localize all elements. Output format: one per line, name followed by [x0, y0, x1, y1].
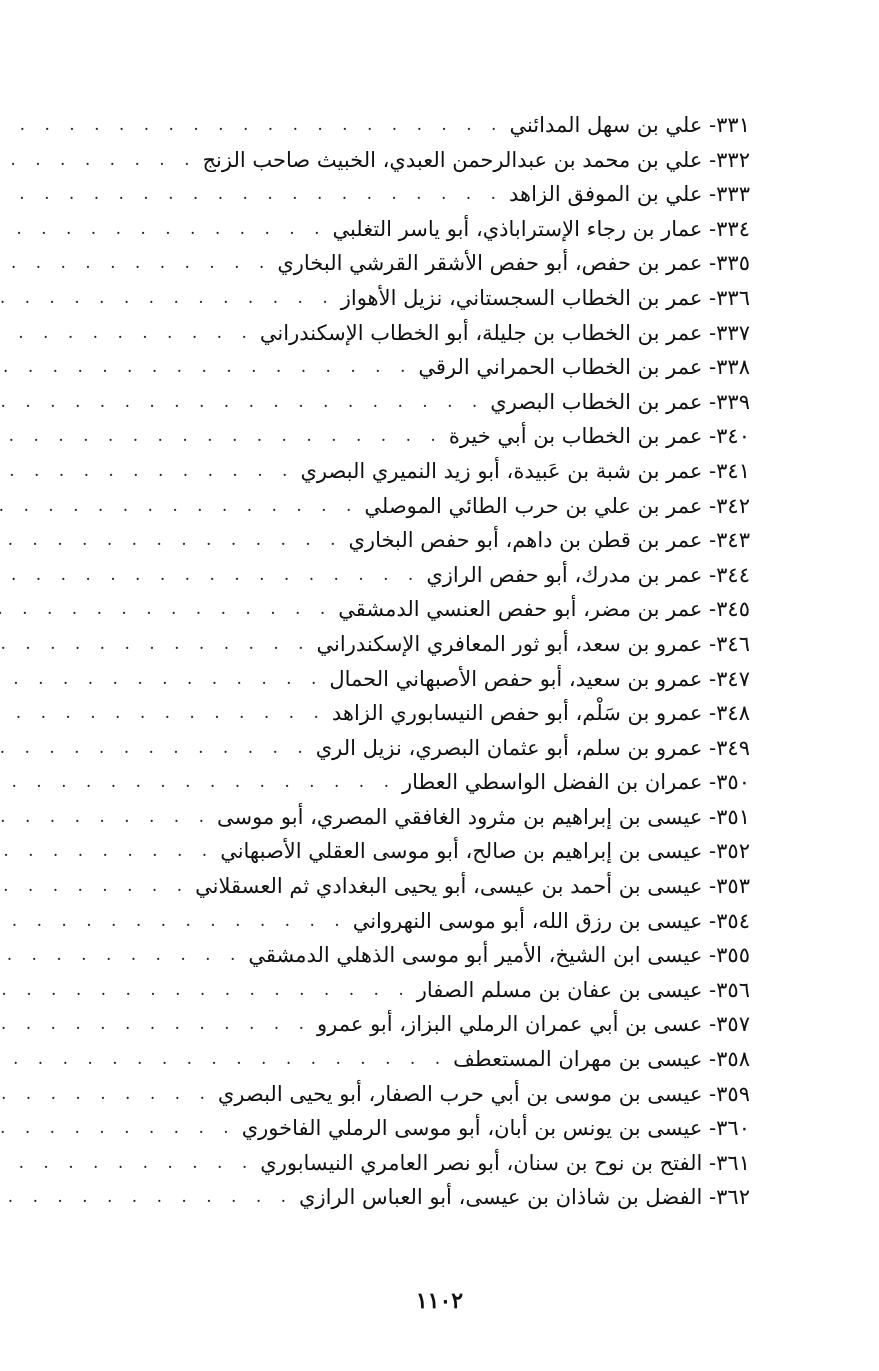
dot-leader: [0, 1077, 218, 1112]
toc-entry: [30, 627, 750, 662]
toc-entry-title: ٣٦٠- عيسى بن يونس بن أبان، أبو موسى الرملي الفاخوري: [241, 1116, 750, 1141]
dot-leader: [0, 454, 300, 489]
toc-entry-title: ٣٥١- عيسى بن إبراهيم بن مثرود الغافقي المصري، أبو موسى: [217, 804, 750, 829]
dot-leader: [0, 108, 509, 143]
toc-entry-title: ٣٦٢- الفضل بن شاذان بن عيسى، أبو العباس الرازي: [299, 1185, 750, 1210]
dot-leader: [0, 212, 332, 247]
toc-entry-title: ٣٤٢- عمر بن علي بن حرب الطائي الموصلي: [364, 493, 750, 518]
dot-leader: [0, 281, 341, 316]
dot-leader: [0, 1111, 242, 1146]
dot-leader: [0, 731, 316, 766]
toc-entry-title: ٣٣٩- عمر بن الخطاب البصري: [490, 389, 750, 414]
toc-entry: [30, 1146, 750, 1181]
toc-entry-title: ٣٣٣- علي بن الموفق الزاهد: [509, 182, 750, 207]
toc-entry: [30, 904, 750, 939]
dot-leader: [0, 489, 364, 524]
dot-leader: [0, 834, 220, 869]
dot-leader: [0, 938, 248, 973]
dot-leader: [0, 350, 418, 385]
dot-leader: [0, 419, 449, 454]
page-number: ١١٠٢: [415, 1288, 464, 1314]
dot-leader: [0, 1146, 260, 1181]
toc-entry-title: ٣٥٢- عيسى بن إبراهيم بن صالح، أبو موسى العقلي الأصبهاني: [220, 839, 750, 864]
toc-entry-title: ٣٣٦- عمر بن الخطاب السجستاني، نزيل الأهواز: [340, 285, 750, 310]
toc-entry: [30, 1042, 750, 1077]
toc-entry: [30, 1111, 750, 1146]
toc-entry: [30, 177, 750, 212]
toc-entry-title: ٣٤١- عمر بن شبة بن عَبيدة، أبو زيد النميري البصري: [300, 458, 750, 483]
toc-entry-title: ٣٥٩- عيسى بن موسى بن أبي حرب الصفار، أبو يحيى البصري: [217, 1081, 750, 1106]
toc-entry-title: ٣٤٠- عمر بن الخطاب بن أبي خيرة: [448, 424, 750, 449]
toc-entry: [30, 454, 750, 489]
dot-leader: [0, 177, 509, 212]
toc-entry-title: ٣٣١- علي بن سهل المدائني: [509, 113, 750, 137]
toc-entry: [30, 316, 750, 351]
toc-entry: [30, 938, 750, 973]
toc-entry: [30, 281, 750, 316]
toc-entry: [30, 592, 750, 627]
toc-entry-title: ٣٤٧- عمرو بن سعيد، أبو حفص الأصبهاني الحمال: [329, 666, 750, 691]
toc-entry-title: ٣٣٧- عمر بن الخطاب بن جليلة، أبو الخطاب الإسكندراني: [259, 320, 750, 345]
table-of-contents: [30, 108, 750, 1215]
dot-leader: [0, 592, 338, 627]
dot-leader: [0, 765, 402, 800]
toc-entry-title: ٣٣٨- عمر بن الخطاب الحمراني الرقي: [418, 355, 750, 380]
toc-entry: [30, 350, 750, 385]
toc-entry-title: ٣٤٦- عمرو بن سعد، أبو ثور المعافري الإسكندراني: [316, 631, 750, 656]
dot-leader: [0, 869, 195, 904]
toc-entry-title: ٣٥٠- عمران بن الفضل الواسطي العطار: [401, 770, 750, 795]
dot-leader: [0, 385, 490, 420]
toc-entry-title: ٣٤٥- عمر بن مضر، أبو حفص العنسي الدمشقي: [338, 597, 750, 622]
toc-entry: [30, 1180, 750, 1215]
dot-leader: [0, 904, 353, 939]
dot-leader: [0, 523, 349, 558]
dot-leader: [0, 627, 317, 662]
dot-leader: [0, 696, 332, 731]
toc-entry: [30, 1007, 750, 1042]
toc-entry: [30, 419, 750, 454]
dot-leader: [0, 1180, 299, 1215]
toc-entry: [30, 765, 750, 800]
toc-entry: [30, 662, 750, 697]
toc-entry-title: ٣٣٥- عمر بن حفص، أبو حفص الأشقر القرشي البخاري: [277, 251, 750, 276]
dot-leader: [0, 143, 202, 178]
toc-entry: [30, 489, 750, 524]
dot-leader: [0, 246, 277, 281]
toc-entry-title: ٣٣٤- عمار بن رجاء الإستراباذي، أبو ياسر التغلبي: [332, 216, 750, 241]
toc-entry: [30, 385, 750, 420]
toc-entry-title: ٣٥٨- عيسى بن مهران المستعطف: [453, 1047, 750, 1072]
dot-leader: [0, 662, 329, 697]
toc-entry-title: ٣٤٨- عمرو بن سَلْم، أبو حفص النيسابوري الزاهد: [331, 701, 750, 726]
dot-leader: [0, 1007, 317, 1042]
toc-entry: [30, 731, 750, 766]
toc-entry-title: ٣٤٤- عمر بن مدرك، أبو حفص الرازي: [426, 562, 750, 587]
dot-leader: [0, 558, 426, 593]
toc-entry-title: ٣٥٧- عسى بن أبي عمران الرملي البزاز، أبو عمرو: [317, 1012, 750, 1037]
toc-entry: [30, 1077, 750, 1112]
dot-leader: [0, 973, 417, 1008]
toc-entry-title: ٣٤٣- عمر بن قطن بن داهم، أبو حفص البخاري: [348, 528, 750, 553]
toc-entry: [30, 246, 750, 281]
toc-entry-title: ٣٥٥- عيسى ابن الشيخ، الأمير أبو موسى الذهلي الدمشقي: [248, 943, 750, 968]
toc-entry: [30, 523, 750, 558]
toc-entry-title: ٣٥٣- عيسى بن أحمد بن عيسى، أبو يحيى البغدادي ثم العسقلاني: [195, 874, 750, 899]
dot-leader: [0, 1042, 453, 1077]
toc-entry-title: ٣٦١- الفتح بن نوح بن سنان، أبو نصر العامري النيسابوري: [260, 1150, 750, 1175]
dot-leader: [0, 800, 217, 835]
toc-entry: [30, 143, 750, 178]
toc-entry-title: ٣٤٩- عمرو بن سلم، أبو عثمان البصري، نزيل الري: [315, 735, 750, 760]
dot-leader: [0, 316, 260, 351]
toc-entry: [30, 558, 750, 593]
toc-entry: [30, 834, 750, 869]
toc-entry: [30, 108, 750, 143]
toc-entry: [30, 212, 750, 247]
toc-entry-title: ٣٣٢- علي بن محمد بن عبدالرحمن العبدي، الخبيث صاحب الزنج: [202, 147, 750, 172]
toc-entry: [30, 696, 750, 731]
toc-entry: [30, 800, 750, 835]
toc-entry-title: ٣٥٦- عيسى بن عفان بن مسلم الصفار: [416, 977, 750, 1002]
toc-entry: [30, 973, 750, 1008]
toc-entry: [30, 869, 750, 904]
toc-entry-title: ٣٥٤- عيسى بن رزق الله، أبو موسى النهرواني: [352, 908, 750, 933]
